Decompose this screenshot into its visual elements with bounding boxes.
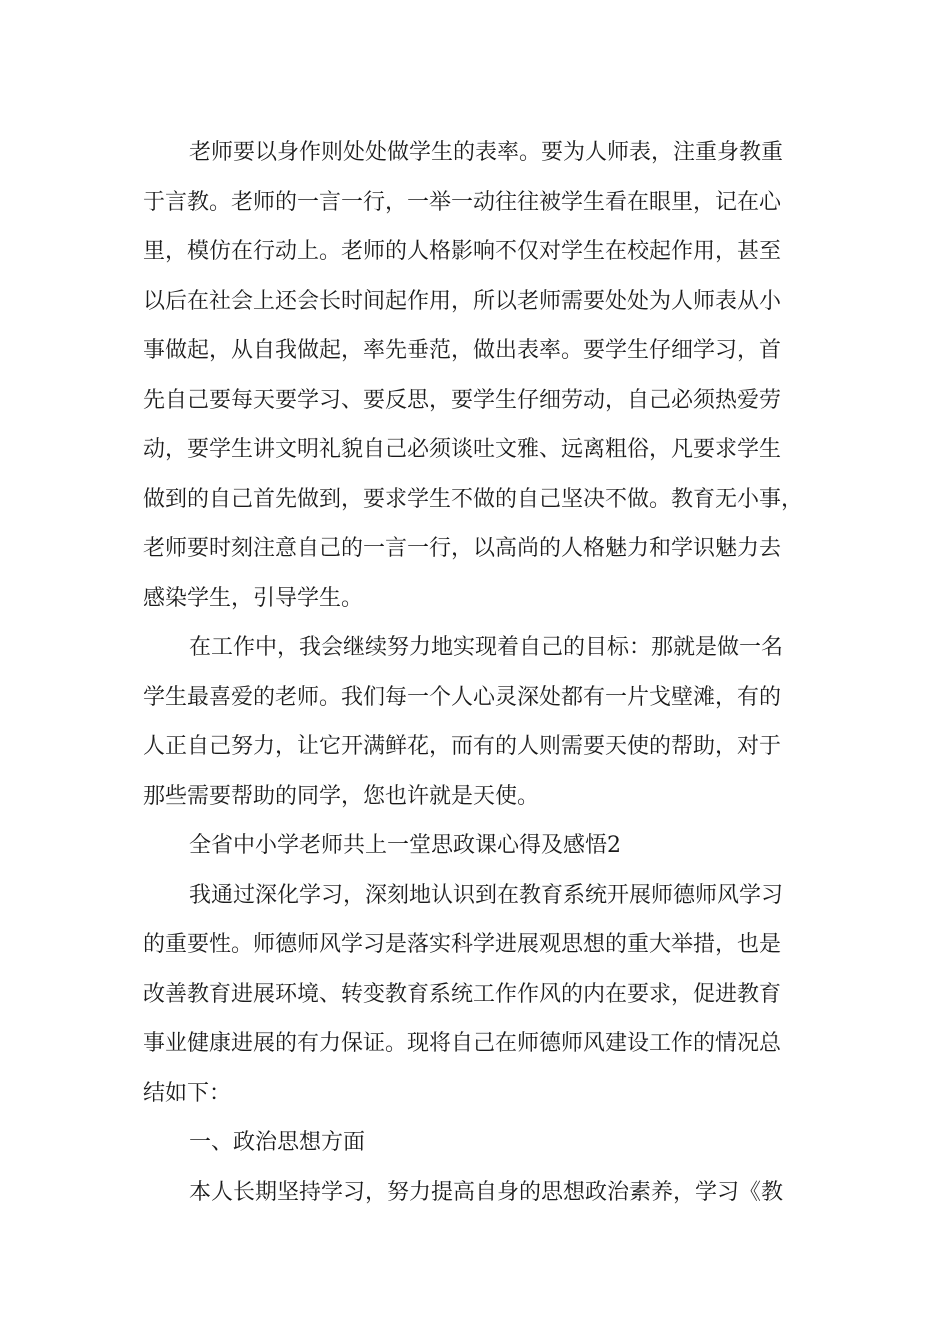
text-line: 老师要时刻注意自己的一言一行，以高尚的人格魅力和学识魅力去 — [143, 536, 782, 561]
text-line: 在工作中，我会继续努力地实现着自己的目标：那就是做一名 — [189, 635, 784, 660]
text-line: 结如下： — [143, 1080, 232, 1106]
document-body — [143, 128, 823, 1217]
text-line: 先自己要每天要学习、要反思，要学生仔细劳动，自己必须热爱劳 — [143, 387, 782, 413]
text-line: 我通过深化学习，深刻地认识到在教育系统开展师德师风学习 — [189, 882, 784, 908]
text-line: 以后在社会上还会长时间起作用，所以老师需要处处为人师表从小 — [143, 288, 782, 314]
text-line: 老师要以身作则处处做学生的表率。要为人师表，注重身教重 — [189, 140, 784, 165]
subsection-heading: 一、政治思想方面 — [189, 1130, 366, 1155]
text-line: 学生最喜爱的老师。我们每一个人心灵深处都有一片戈壁滩，有的 — [143, 684, 782, 710]
text-line: 事做起，从自我做起，率先垂范，做出表率。要学生仔细学习，首 — [143, 338, 782, 363]
text-line: 本人长期坚持学习，努力提高自身的思想政治素养，学习《教 — [189, 1179, 784, 1205]
section-title: 全省中小学老师共上一堂思政课心得及感悟2 — [189, 833, 621, 858]
text-line: 里，模仿在行动上。老师的人格影响不仅对学生在校起作用，甚至 — [143, 239, 782, 264]
text-line: 人正自己努力，让它开满鲜花，而有的人则需要天使的帮助，对于 — [143, 734, 782, 759]
text-line: 动，要学生讲文明礼貌自己必须谈吐文雅、远离粗俗，凡要求学生 — [143, 437, 782, 462]
text-line: 改善教育进展环境、转变教育系统工作作风的内在要求，促进教育 — [143, 981, 782, 1007]
text-line: 的重要性。师德师风学习是落实科学进展观思想的重大举措，也是 — [143, 932, 782, 957]
text-line: 做到的自己首先做到，要求学生不做的自己坚决不做。教育无小事， — [143, 486, 804, 512]
text-line: 于言教。老师的一言一行，一举一动往往被学生看在眼里，记在心 — [143, 189, 782, 215]
text-line: 事业健康进展的有力保证。现将自己在师德师风建设工作的情况总 — [143, 1031, 782, 1056]
text-line: 感染学生，引导学生。 — [143, 585, 364, 611]
text-line: 那些需要帮助的同学，您也许就是天使。 — [143, 783, 540, 809]
